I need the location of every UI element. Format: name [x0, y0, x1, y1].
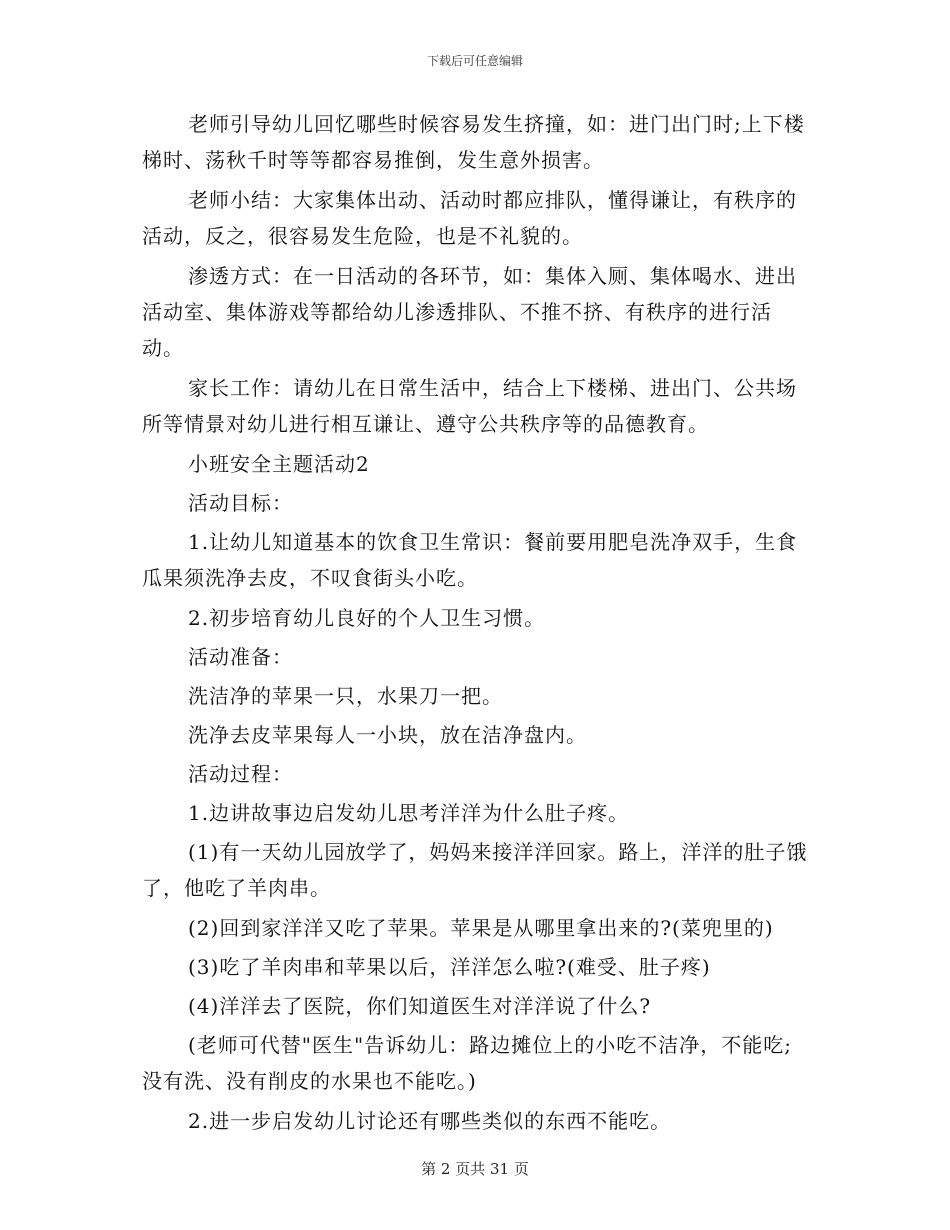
- paragraph: 活动目标：: [188, 491, 293, 515]
- page-header: 下载后可任意编辑: [426, 54, 523, 68]
- paragraph: 家长工作：请幼儿在日常生活中，结合上下楼梯、进出门、公共场所等情景对幼儿进行相互谦让、遵守公共秩序等的品德教育。: [142, 376, 797, 436]
- paragraph: (2)回到家洋洋又吃了苹果。苹果是从哪里拿出来的?(菜兜里的): [188, 916, 774, 940]
- paragraph: 老师小结：大家集体出动、活动时都应排队，懂得谦让，有秩序的活动，反之，很容易发生危险，也是不礼貌的。: [142, 188, 797, 248]
- paragraph: 2.进一步启发幼儿讨论还有哪些类似的东西不能吃。: [188, 1109, 672, 1133]
- paragraph: 渗透方式：在一日活动的各环节，如：集体入厕、集体喝水、进出活动室、集体游戏等都给幼儿渗透排队、不推不挤、有秩序的进行活动。: [142, 264, 797, 360]
- section-title: 小班安全主题活动2: [188, 452, 370, 476]
- document-body: [142, 106, 808, 1142]
- paragraph: 1.边讲故事边启发幼儿思考洋洋为什么肚子疼。: [188, 801, 630, 825]
- paragraph: 2.初步培育幼儿良好的个人卫生习惯。: [188, 606, 546, 630]
- page-footer: 第 2 页共 31 页: [421, 1160, 529, 1178]
- paragraph: (老师可代替"医生"告诉幼儿：路边摊位上的小吃不洁净，不能吃;没有洗、没有削皮的水果也不能吃。): [142, 1033, 792, 1093]
- paragraph: (1)有一天幼儿园放学了，妈妈来接洋洋回家。路上，洋洋的肚子饿了，他吃了羊肉串。: [142, 840, 808, 900]
- paragraph: 活动准备：: [188, 645, 293, 669]
- paragraph: (4)洋洋去了医院，你们知道医生对洋洋说了什么?: [188, 994, 652, 1018]
- paragraph: 洗净去皮苹果每人一小块，放在洁净盘内。: [188, 723, 587, 747]
- paragraph: 老师引导幼儿回忆哪些时候容易发生挤撞，如：进门出门时;上下楼梯时、荡秋千时等等都容易推倒，发生意外损害。: [142, 112, 805, 172]
- paragraph: (3)吃了羊肉串和苹果以后，洋洋怎么啦?(难受、肚子疼): [188, 955, 711, 979]
- paragraph: 活动过程：: [188, 762, 293, 786]
- paragraph: 洗洁净的苹果一只，水果刀一把。: [188, 684, 503, 708]
- paragraph: 1.让幼儿知道基本的饮食卫生常识：餐前要用肥皂洗净双手，生食瓜果须洗净去皮，不叹食街头小吃。: [142, 530, 798, 590]
